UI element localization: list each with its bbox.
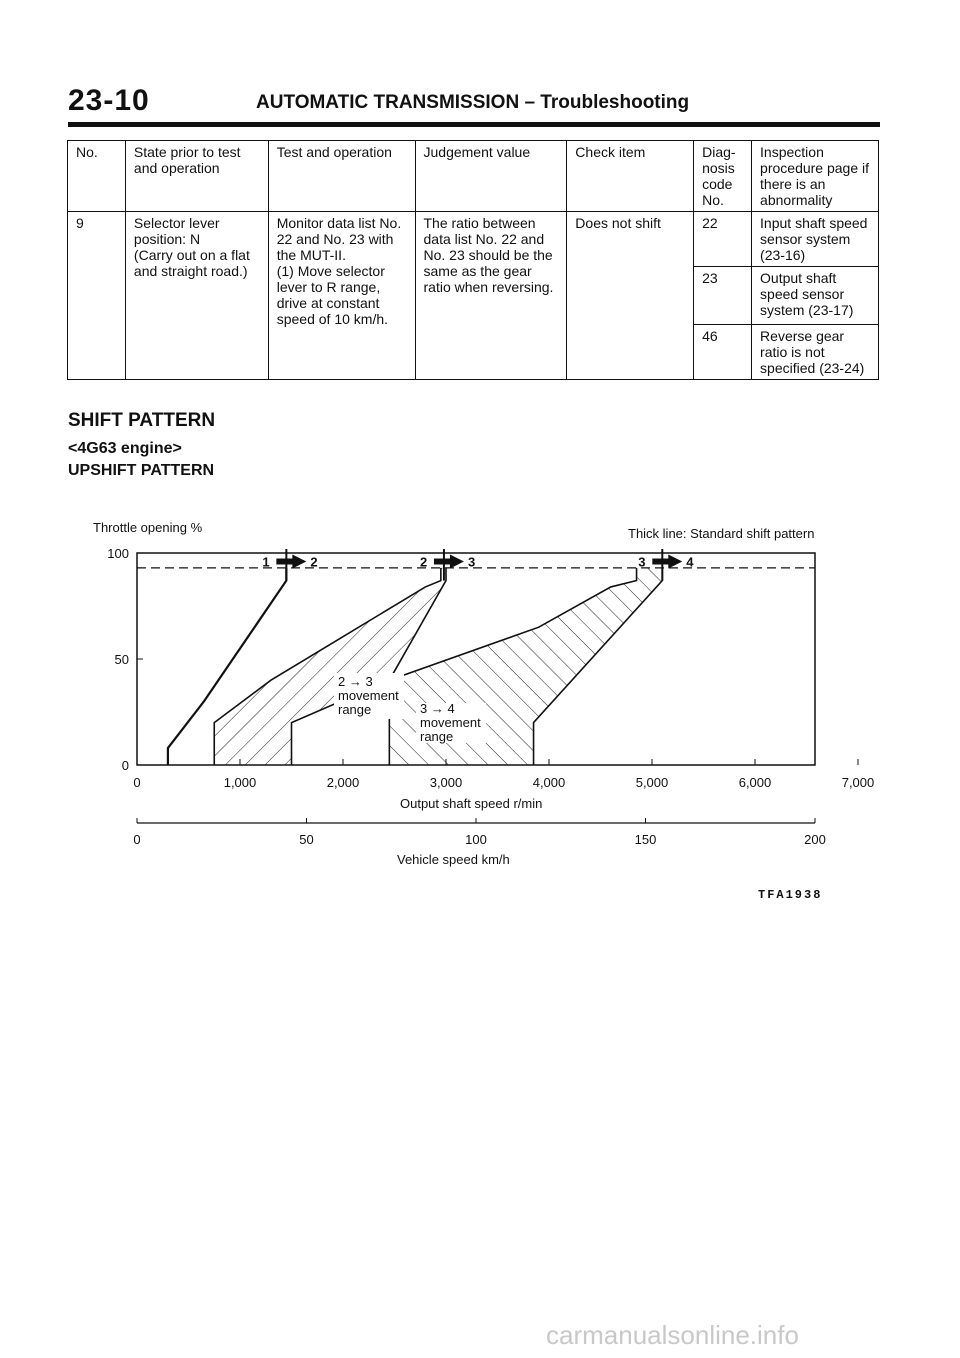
shift-marker-to: 4 xyxy=(686,554,694,570)
col-header-no: No. xyxy=(68,141,126,212)
col-header-test: Test and operation xyxy=(268,141,415,212)
figure-code: TFA1938 xyxy=(758,888,823,902)
shift-arrow-icon xyxy=(434,554,464,568)
shift-marker-to: 3 xyxy=(467,554,476,570)
cell-test: Monitor data list No. 22 and No. 23 with the MUT-II. (1) Move selector lever to R range, drive at constant speed of 10 km/h. xyxy=(268,212,415,380)
shift-arrow-icon xyxy=(276,554,306,568)
col-header-state: State prior to test and operation xyxy=(125,141,268,212)
x2-tick-label: 100 xyxy=(465,832,487,847)
shift-marker-from: 3 xyxy=(638,554,646,570)
region-label-line: movement xyxy=(420,715,481,730)
region-label-2-3 xyxy=(334,673,404,719)
shift-marker-to: 2 xyxy=(310,554,318,570)
x2-tick-label: 50 xyxy=(299,832,314,847)
x-tick-label: 6,000 xyxy=(738,775,772,790)
x-tick-label: 7,000 xyxy=(841,775,875,790)
section-title: SHIFT PATTERN xyxy=(68,410,216,431)
col-header-check: Check item xyxy=(567,141,694,212)
x-tick-label: 1,000 xyxy=(223,775,257,790)
region-label-line: 2 → 3 xyxy=(338,674,373,689)
shift-marker-from: 2 xyxy=(419,554,428,570)
x-tick-label: 5,000 xyxy=(635,775,669,790)
page-title: AUTOMATIC TRANSMISSION – Troubleshooting xyxy=(256,92,690,113)
col-header-judgement: Judgement value xyxy=(415,141,567,212)
cell-state: Selector lever position: N (Carry out on a flat and straight road.) xyxy=(125,212,268,380)
region-label-line: range xyxy=(338,702,372,717)
cell-no: 9 xyxy=(68,212,126,380)
shift-marker-from: 1 xyxy=(262,554,270,570)
region-label-3-4 xyxy=(416,701,486,744)
x-tick-label: 0 xyxy=(133,775,141,790)
cell-diag-code: 22 xyxy=(694,212,752,267)
section-engine: <4G63 engine> xyxy=(68,440,182,457)
col-header-diag: Diag- nosis code No. xyxy=(694,141,752,212)
x2-tick-label: 200 xyxy=(804,832,826,847)
region-label-line: range xyxy=(420,729,454,744)
shift-arrow-icon xyxy=(652,554,682,568)
cell-judgement: The ratio between data list No. 22 and No. 23 should be the same as the gear ratio when reversing. xyxy=(415,212,567,380)
region-label-line: movement xyxy=(338,688,399,703)
x-axis-label: Output shaft speed r/min xyxy=(400,796,543,811)
y-axis-label: Throttle opening % xyxy=(93,520,203,535)
col-header-inspection: Inspection procedure page if there is an abnormality xyxy=(752,141,879,212)
cell-inspection: Reverse gear ratio is not specified (23-24) xyxy=(752,325,879,380)
region-label-line: 3 → 4 xyxy=(420,701,455,716)
watermark: carmanualsonline.info xyxy=(546,1320,799,1350)
y-tick-label: 50 xyxy=(114,652,129,667)
cell-check: Does not shift xyxy=(567,212,694,380)
x-tick-label: 4,000 xyxy=(532,775,566,790)
cell-inspection: Input shaft speed sensor system (23-16) xyxy=(752,212,879,267)
cell-diag-code: 23 xyxy=(694,267,752,325)
y-tick-label: 0 xyxy=(121,758,129,773)
y-tick-label: 100 xyxy=(107,546,129,561)
page-number: 23-10 xyxy=(68,84,150,117)
cell-inspection: Output shaft speed sensor system (23-17) xyxy=(752,267,879,325)
cell-diag-code: 46 xyxy=(694,325,752,380)
section-subtitle: UPSHIFT PATTERN xyxy=(68,462,215,479)
x-tick-label: 3,000 xyxy=(429,775,463,790)
legend-note: Thick line: Standard shift pattern xyxy=(628,526,815,541)
x2-axis-label: Vehicle speed km/h xyxy=(397,852,510,867)
x2-tick-label: 0 xyxy=(133,832,141,847)
x2-tick-label: 150 xyxy=(634,832,657,847)
x-tick-label: 2,000 xyxy=(326,775,360,790)
